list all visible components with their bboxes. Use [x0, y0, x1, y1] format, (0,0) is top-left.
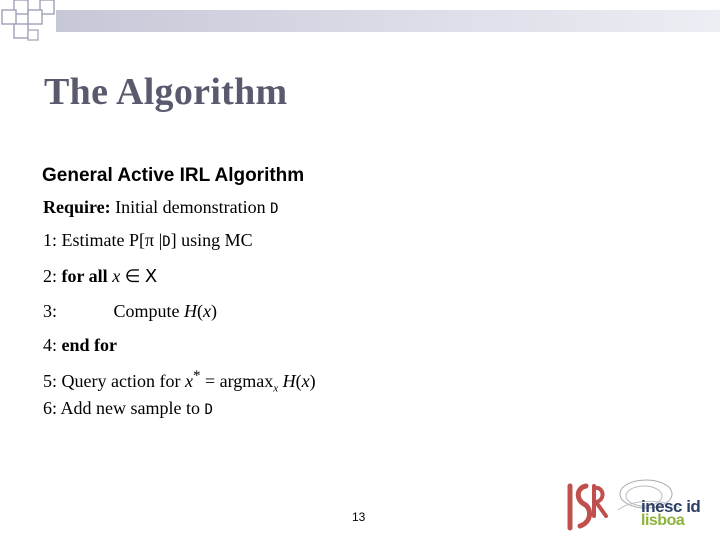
step-text: Add new sample to: [60, 398, 201, 418]
variable: x: [203, 301, 212, 321]
step-2: [43, 266, 157, 287]
logo-area: [560, 470, 720, 536]
function-name: H: [184, 301, 198, 321]
variable: x: [112, 266, 121, 286]
variable: x: [184, 371, 193, 391]
paren: (: [197, 301, 204, 321]
page-number: 13: [352, 510, 366, 524]
function-name: H: [282, 371, 296, 391]
step-text: Query action for: [61, 371, 181, 391]
step-number: 1:: [43, 230, 58, 250]
demonstration-symbol: D: [270, 201, 279, 217]
algorithm-heading: General Active IRL Algorithm: [42, 165, 305, 186]
demonstration-symbol: D: [204, 402, 213, 418]
step-text: Compute: [113, 301, 180, 321]
slide-title: The Algorithm: [44, 71, 288, 113]
require-line: [43, 197, 279, 218]
step-3: [43, 301, 217, 322]
step-1: [43, 230, 253, 251]
paren: ): [309, 371, 316, 391]
demonstration-symbol: D: [162, 234, 171, 250]
paren: (: [295, 371, 302, 391]
header-decoration: [0, 0, 720, 60]
step-text: ] using MC: [170, 230, 253, 250]
step-4: [43, 335, 117, 356]
lisboa-logo-text: lisboa: [641, 512, 685, 529]
step-number: 4:: [43, 335, 58, 355]
require-text: Initial demonstration: [115, 197, 266, 217]
set-symbol: X: [144, 266, 158, 287]
argmax-text: = argmax: [204, 371, 274, 391]
step-5: [43, 368, 316, 395]
step-number: 2:: [43, 266, 58, 286]
step-number: 5:: [43, 371, 58, 391]
step-6: [43, 398, 213, 419]
keyword: end for: [61, 335, 118, 355]
paren: ): [211, 301, 218, 321]
require-label: Require:: [43, 197, 111, 217]
step-number: 3:: [43, 301, 58, 321]
keyword: for all: [61, 266, 108, 286]
step-number: 6:: [43, 398, 58, 418]
element-of-operator: ∈: [124, 266, 141, 286]
variable: x: [301, 371, 310, 391]
step-text: Estimate P[π |: [61, 230, 163, 250]
superscript: *: [192, 368, 201, 384]
inesc-logo-text: inesc id: [641, 497, 701, 516]
subscript: x: [273, 382, 279, 395]
